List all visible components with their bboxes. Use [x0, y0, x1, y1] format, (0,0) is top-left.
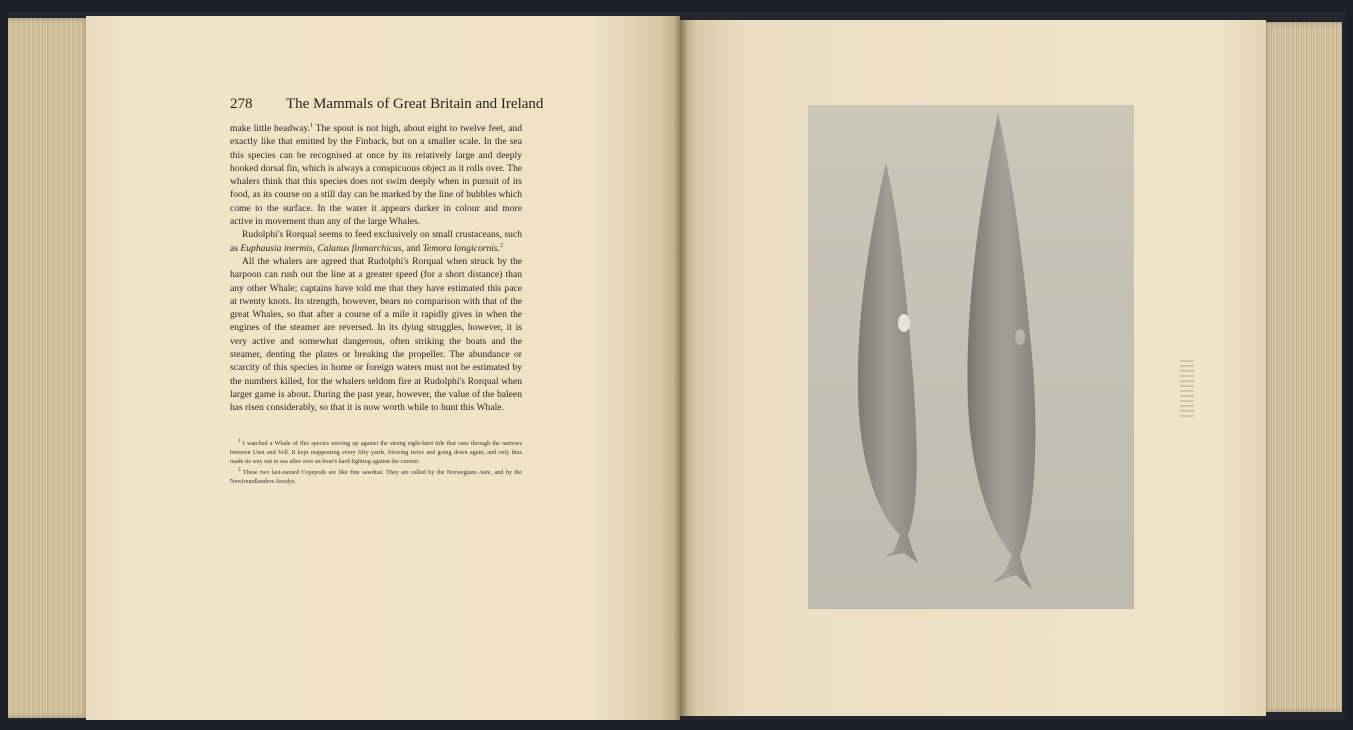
footnote-mark-2: 2: [238, 467, 241, 474]
footnote-ref-1: 1: [309, 122, 313, 129]
footnote-ref-2: 2: [500, 242, 504, 249]
species-name-italic: Temora longicornis.: [422, 242, 501, 254]
book-gutter: [674, 16, 688, 720]
species-names-italic: Euphausia inermis, Calanus finmarchicus,: [240, 242, 404, 254]
footnote-2-italic-2: Sawdye.: [275, 478, 296, 486]
paragraph-1: [230, 122, 522, 228]
footnote-1: [230, 437, 522, 466]
whale-right-shape: [967, 113, 1035, 589]
page-number: 278: [230, 96, 253, 112]
footnote-2-mid: and by the Newfoundlanders: [230, 469, 522, 486]
footnote-1-text: I watched a Whale of this species moving up against the strong eight-knot tide that runs through the narrows between Unst and Yell. It kept reappearing every fifty yards, blowing twice and going down again; and only thus made its way out to sea after over an hour's hard fighting against the current.: [230, 440, 522, 465]
plate-caption-faint: [1180, 360, 1194, 420]
paragraph-1-rest: The spout is not high, about eight to twelve feet, and exactly like that emitted by the Finback, but on a smaller scale. In the sea this species can be recognised at once by its relatively large and deeply hooked dorsal fin, which is always a conspicuous object as it rolls over. The whalers think that this species does not swim deeply when in pursuit of its food, as its course on a still day can be marked by the line of bubbles which come to the surface. In the water it appears darker in colour and more active in movement than any of the large Whales.: [230, 123, 522, 228]
whale-left-flipper-patch: [898, 314, 910, 332]
paragraph-2-mid: and: [403, 242, 423, 254]
running-head: [230, 96, 544, 118]
body-text: [230, 122, 522, 415]
whale-illustration-svg: [808, 105, 1134, 609]
paragraph-3: All the whalers are agreed that Rudolphi's Rorqual when struck by the harpoon can rush out the line at a greater speed (for a short distance) than any other Whale; captains have told me that they have estimated this pace at twenty knots. Its strength, however, bears no comparison with that of the great Whales, so that after a course of a mile it rapidly gives in when the engines of the steamer are reversed. In its dying struggles, however, it is very active and somewhat dangerous, often striking the boats and the steamer, denting the plates or breaking the propeller. The abundance or scarcity of this species in home or foreign waters must not be estimated by the numbers killed, for the whalers seldom fire at Rudolphi's Rorqual when larger game is about. During the past year, however, the value of the baleen has risen considerably, so that it is now worth while to hunt this Whale.: [230, 255, 522, 414]
page-edges-right: [1262, 22, 1342, 712]
paragraph-2-start: Rudolphi's Rorqual seems to feed exclusively on small crustaceans, such as: [230, 229, 522, 254]
footnote-2-italic-1: Aate,: [479, 469, 493, 477]
paragraph-2: [230, 228, 522, 255]
whale-plate-illustration: [808, 105, 1134, 609]
footnote-mark-1: 1: [238, 438, 241, 444]
running-title: The Mammals of Great Britain and Ireland: [286, 96, 544, 112]
footnote-2: [230, 466, 522, 487]
paragraph-1-start: make little headway.: [230, 123, 310, 134]
footnotes: [230, 437, 522, 487]
footnote-2-text: These two last-named Copepods are like fine sawdust. They are called by the Norwegians: [240, 469, 480, 477]
page-edges-left: [8, 18, 90, 718]
whale-left-shape: [858, 163, 918, 563]
whale-right-flipper: [1015, 329, 1025, 345]
